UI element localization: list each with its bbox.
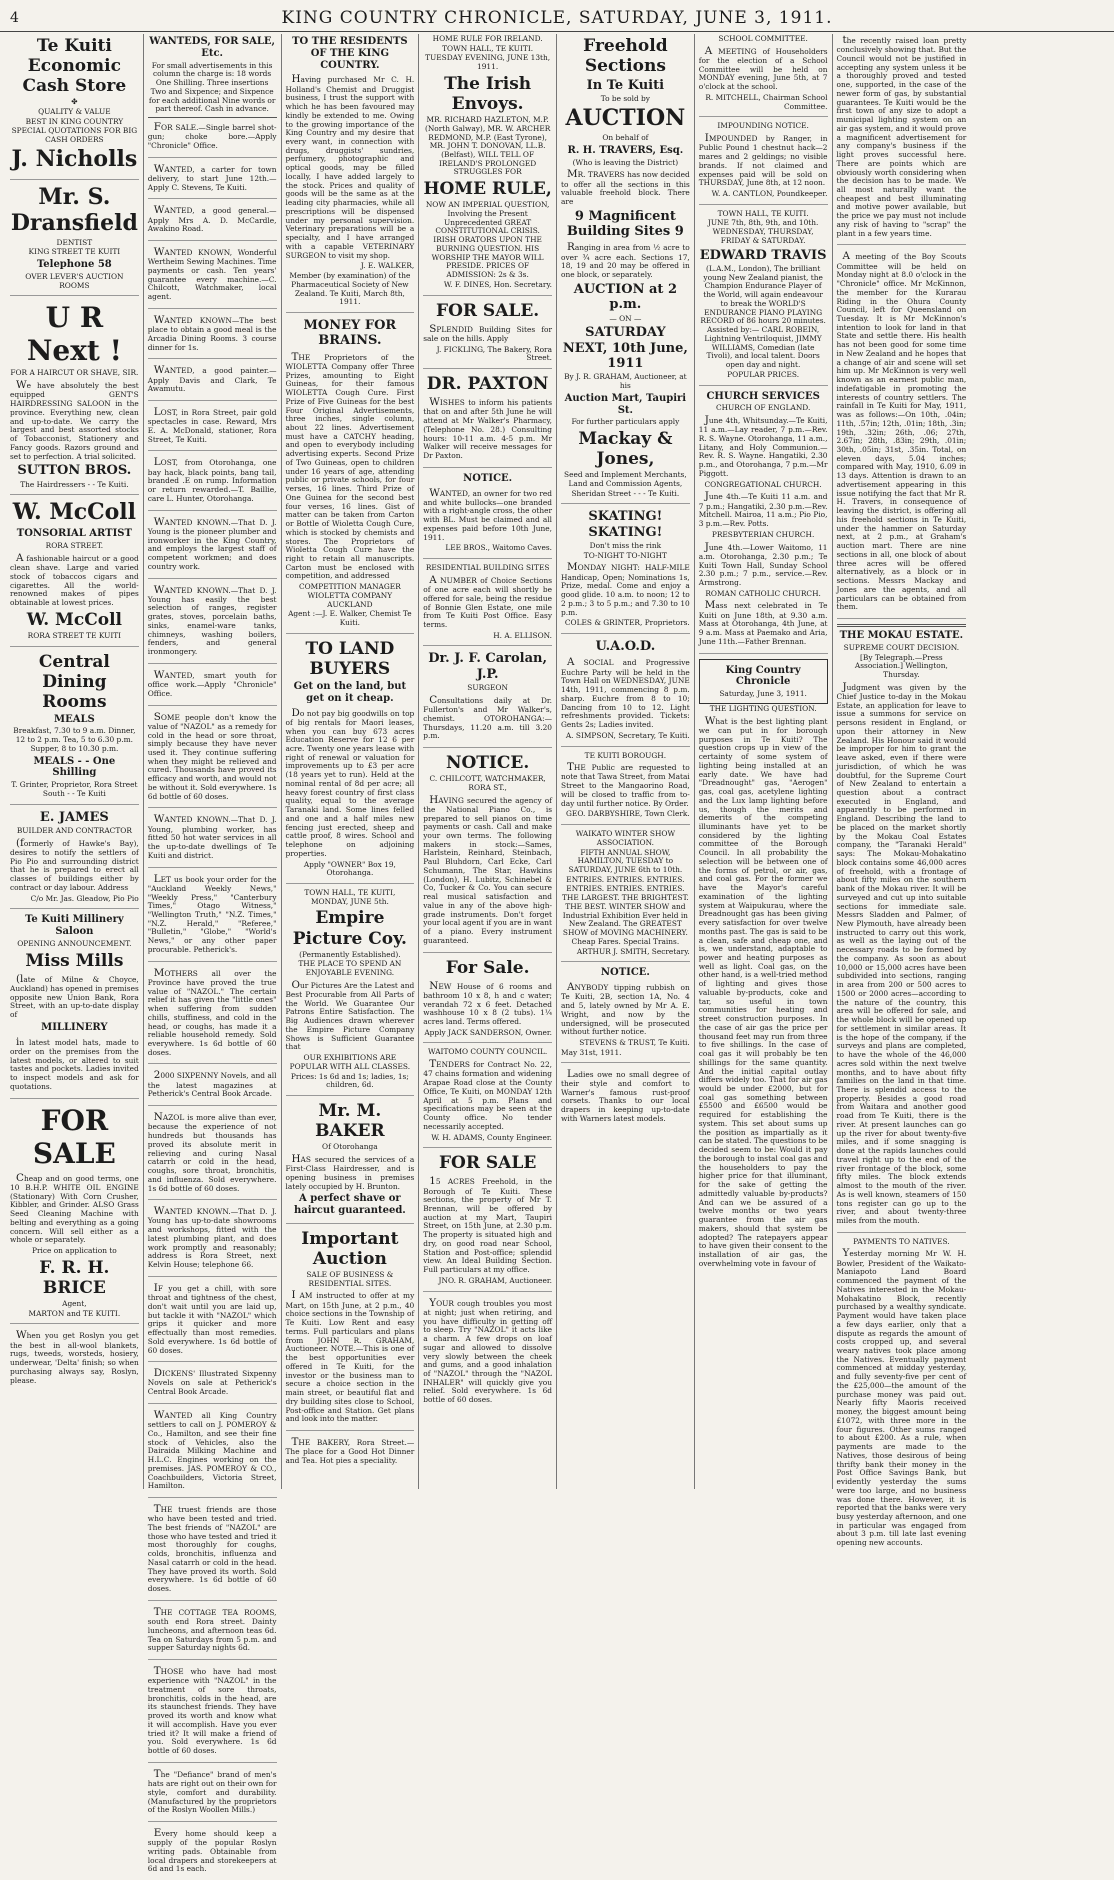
classified-ad <box>148 163 277 200</box>
masthead-title: KING COUNTRY CHRONICLE, SATURDAY, JUNE 3, 1911. <box>281 7 833 28</box>
classified-text: WANTED KNOWN.—That D. J. Young is the pioneer plumber and ironworker in the King Country, and employs the largest staff of competent workmen; and does country work. <box>147 515 277 571</box>
by: By J. R. GRAHAM, Auctioneer, at his <box>564 372 687 390</box>
speakers: MR. RICHARD HAZLETON, M.P. (North Galway), MR. W. ARCHER REDMOND, M.P. (East Tyrone), MR. JOHN T. DONOVAN, LL.B. (Belfast), WILL TELL OF IRELAND'S PROLONGED STRUGGLES FOR <box>424 115 551 177</box>
body: the recently raised loan pretty conclusively showing that. But the Council would not be justified in accepting any system unless it be a thoroughly proved and tested one, supported, in the case of the newer form of gas, by substantial guarantees. Te Kuiti would be the first town of any size to adopt a municipal lighting system on an air gas system, and it would prove a magnificent advertisement for any company's business if the light proves successful here. There are points which are obviously worth considering when the decision has to be made. We all most naturally want the cheapest and best illuminating and motive power available, but the price we pay must not include any risk of having to "scrap" the plant in a few years time. <box>836 34 967 238</box>
proprietor: Miss Mills <box>25 950 124 971</box>
ad-bakery <box>286 1436 415 1472</box>
presbyterian: PRESBYTERIAN CHURCH. <box>711 529 815 539</box>
ad-freehold-sections <box>561 36 690 504</box>
ad-land-buyers <box>286 639 415 884</box>
sub: FIFTH ANNUAL SHOW, HAMILTON, TUESDAY to SATURDAY, JUNE 6th to 10th. <box>568 847 683 875</box>
heading: MONEY FOR BRAINS. <box>303 317 397 349</box>
ad-sale-acres <box>423 1153 552 1291</box>
heading: Dr. J. F. Carolan, J.P. <box>428 651 548 682</box>
notice-bullocks <box>423 473 552 559</box>
classified-text: WANTED all King Country settlers to call on J. POMEROY & Co., Hamilton, and see their fine stock of Vehicles, also the Dairaida Milking Machine and H.L.C. Engines working on the premises. JAS. POMEROY & CO., Coachbuilders, Victoria Street, Hamilton. <box>147 1408 277 1491</box>
classified-ad <box>148 406 277 451</box>
classified-text: WANTED KNOWN—The best place to obtain a good meal is the Arcadia Dining Rooms. 3 course dinner for 1s. <box>147 313 277 352</box>
sub: (Permanently Established). <box>299 949 401 959</box>
firm: C. CHILCOTT, WATCHMAKER, RORA ST., <box>429 774 546 792</box>
sig: GEO. DARBYSHIRE, Town Clerk. <box>566 809 690 819</box>
cong-body: June 4th.—Te Kuiti 11 a.m. and 7 p.m.; Hangatiki, 2.30 p.m.—Rev. Mitchell. Mairoa, 11 a.m.; Pio Pio, 3 p.m.—Rev. Potts. <box>698 490 828 529</box>
dateline: [By Telegraph.—Press Association.] Wellington, Thursday. <box>854 652 948 679</box>
classified-text: WANTED, a good general.—Apply Mrs A. D. McCardle, Awakino Road. <box>147 204 277 234</box>
line: BEST IN KING COUNTRY <box>25 116 124 126</box>
paper-name: King Country Chronicle <box>725 664 801 688</box>
body: A MEETING of Householders for the election of a School Committee will be held on MONDAY evening, June 5th, at 7 o'clock at the school. <box>698 44 828 92</box>
classified-text: THE COTTAGE TEA ROOMS, south end Rora street. Dainty luncheons, and afternoon teas 6d. Tea on Saturdays from 5 p.m. and supper Saturday nights 6d. <box>147 1605 277 1653</box>
mackay-name: Mackay & Jones, <box>578 429 673 470</box>
sig: J. FICKLING, The Bakery, Rora Street. <box>436 344 552 363</box>
classified-text: 2000 SIXPENNY Novels, and all the latest magazines at Petherick's Central Book Arcade. <box>147 1069 277 1099</box>
classified-ad <box>148 1503 277 1601</box>
dentist-address: KING STREET TE KUITI <box>28 247 121 257</box>
classified-ad <box>148 1111 277 1200</box>
classified-text: WANTED, a carter for town delivery, to start June 12th.—Apply C. Stevens, Te Kuiti. <box>147 162 277 192</box>
venue: TOWN HALL, TE KUITI. <box>442 43 534 53</box>
address: C/o Mr. Jas. Gleadow, Pio Pio <box>30 893 139 903</box>
columns <box>6 34 1108 1874</box>
date: JUNE 7th, 8th, 9th, and 10th. WEDNESDAY, THURSDAY, FRIDAY & SATURDAY. <box>707 218 819 245</box>
ad-nazol <box>423 1297 552 1411</box>
heading: TO LAND BUYERS <box>305 638 395 679</box>
article-mokau <box>837 624 967 1233</box>
sub: Get on the land, but get on it cheap. <box>293 680 407 704</box>
body: A SOCIAL and Progressive Euchre Party will be held in the Town Hall on WEDNESDAY, JUNE 14th, 1911, commencing 8 p.m. sharp. Euchre from 8 to 10; Dancing from 10 to 12. Light refreshments provided. Tickets: Gents 2s; Ladies invited. <box>561 656 690 730</box>
classified-ad <box>148 1606 277 1660</box>
classified-text: LOST, from Otorohanga, one bay hack, black points, bang tail, branded .E on rump. Information or return rewarded.—T. Baillie, care L. Hunter, Otorohanga. <box>147 456 277 503</box>
price: MEALS - - One Shilling <box>33 755 116 779</box>
line2: OUR EXHIBITIONS ARE POPULAR WITH ALL CLASSES. <box>289 1053 411 1071</box>
classified-ad <box>148 516 277 579</box>
body: Judgment was given by the Chief Justice to-day in the Mokau Estate, an application for leave to issue a summons for service on persons resident in England, or upon their attorney in New Zealand. His Honour said it would be improper for him to grant the leave asked, even if there were jurisdiction, of which he was doubtful, for the Supreme Court of New Zealand to entertain a question about a contract executed in England, and apparently to be performed in England. Describing the land to be placed on the market shortly by the Mokau Coal Estates company, the "Taranaki Herald" says: The Mokau-Mohakatino block contains some 46,000 acres of freehold, with a frontage of about fifty miles on the southern bank of the Mokau river. It will be surveyed and cut up into suitable sections for immediate sale. Messrs Sladden and Palmer, of New Plymouth, have already been instructed to carry out this work, as well as the laying out of the necessary roads to be formed by the company. As soon as about 10,000 or 15,000 acres have been subdivided into sections, ranging in area from 200 or 500 acres to 1500 or 2000 acres—according to the nature of the country, this area will be offered for sale, and the whole block will be opened up for settlement in similar areas. It is the hope of the company, if the surveys and plans are completed, to have the whole of the 46,000 acres sold within the next twelve months, and to have about fifty families on the land in that time. There is splendid access to the property. Besides a good road from Waitara and another good road from Te Kuiti, there is the river. At present launches can go up the river for about twenty-five miles, and if some snagging is done at the rapids launches could travel right up to the end of the river frontage of the block, some fifty miles. The block extends almost to the mouth of the river. As is well known, steamers of 150 tons register can go up to the river, and about twenty-three miles from the mouth. <box>836 680 967 1225</box>
body: I AM instructed to offer at my Mart, on 15th June, at 2 p.m., 40 choice sections in the Township of Te Kuiti. Low Rent and easy terms. Full particulars and plans from JOHN R. GRAHAM, Auctioneer. NOTE.—This is one of the best opportunities ever offered in Te Kuiti, for the investor or the business man to secure a choice section in the main street, or beautiful flat and dry building sites close to School, Post-office and Station. Get plans and look into the matter. <box>285 1289 415 1424</box>
further: For further particulars apply <box>571 417 680 427</box>
title: SURGEON <box>467 683 508 693</box>
name: Empire Picture Coy. <box>292 908 407 949</box>
heading: NOTICE. <box>600 967 650 979</box>
classifieds-rates: For small advertisements in this column the charge is: 18 words One Shilling. Three insertions Two and Sixpence; and Sixpence for each additional Nine words or part thereof. Cash in advance. <box>148 60 276 114</box>
england-body: June 4th, Whitsunday.—Te Kuiti, 11 a.m.—Lay reader, 7 p.m.—Rev. R. S. Wayne. Otorohanga, 11 a.m., Litany, and Holy Communion.—Rev. R. S. Wayne. Hangatiki, 2.30 p.m., and Otorohanga, 7 p.m.—Mr Piggott. <box>698 414 828 478</box>
heading: TOWN HALL, TE KUITI, MONDAY, JUNE 5th. <box>304 888 396 906</box>
heading: MILLINERY <box>41 1021 108 1033</box>
ad-mccoll <box>10 500 139 646</box>
date: May 31st, 1911. <box>561 1047 622 1057</box>
heading: TOWN HALL, TE KUITI. <box>717 208 809 218</box>
notice-chilcott <box>423 753 552 952</box>
title: BUILDER AND CONTRACTOR <box>16 826 132 836</box>
sig: W. A. CANTLON, Poundkeeper. <box>711 188 828 198</box>
body: What is the best lighting plant we can put in for borough purposes in Te Kuiti? The question crops up in view of the certainty of some system of lighting being installed at an early date. We have had "Dreadnought" gas, "Aerogen" gas, coal gas, acetylene lighting and the Lux lamp lighting before us, though the merits and demerits of the competing illuminants have yet to be considered by the lighting committee of the Borough Council. In all probability the selection will be between one of the forms of petrol, or air, gas, and coal gas. For the former we have the Mayor's careful examination of the lighting system at Waipukurau, where the Dreadnought gas has been giving every satisfaction for over twelve months past. The gas is said to be a clean, safe and cheap one, and is, we understand, adaptable to power and heating purposes as well as light. Coal gas, on the other hand, is a well-tried method of lighting and gives those valuable by-products, coke and tar, so useful in town communities for heating and street construction purposes. In the case of air gas the price per thousand feet may run from three to five shillings. In the case of coal gas it will probably be ten shillings for the same quantity. And the initial capital outlay differs widely too. That for air gas would be under £2000, but for coal gas something between £5500 and £6500 would be required for establishing the system. This set about sums up the position as impartially as it can be stated. The questions to be decided seem to be: Would it pay the borough to instal coal gas and the householders to pay the higher price for that illuminant, for the sake of getting the admittedly valuable by-products? And can we be assured of a twelve months or two years guarantee from the air gas makers, should that system be adopted? The ratepayers appear to have given their consent to the installation of air gas, the overwhelming vote in favour of <box>698 714 828 1268</box>
agent-title: Agent, <box>62 1298 87 1308</box>
body: THE BAKERY, Rora Street.—The place for a Good Hot Dinner and Tea. Hot pies a speciality. <box>285 1435 415 1465</box>
body: Having purchased Mr C. H. Holland's Chemist and Druggist business, I trust the support with which he has been favoured may kindly be extended to me. Owing to the growing importance of the King Country and my desire that every want, in connection with drugs, druggists' sundries, perfumery, photographic and optical goods, may be filled locally, I have added largely to the stock. Prices and quality of goods will be the same as at the leading city pharmacies, while all prescriptions will be dispensed under my personal supervision. Veterinary preparations will be a specialty, and I have arranged with a capable VETERINARY SURGEON to visit my shop. <box>285 73 415 260</box>
sig: W. F. DINES, Hon. Secretary. <box>443 279 552 289</box>
ad-residential-sites <box>423 564 552 646</box>
apply: Price on application to <box>32 1246 117 1256</box>
meals: MEALS <box>54 713 95 725</box>
ad-for-sale-engine <box>10 1104 139 1325</box>
classified-ad <box>148 364 277 401</box>
notice-school <box>699 35 828 117</box>
body: WISHES to inform his patients that on and after 5th June he will attend at Mr Walker's Pharmacy, (Telephone No. 28.) Consulting hours: 10-11 a.m. 4-5 p.m. Mr Walker will receive messages for Dr Paxton. <box>423 396 552 460</box>
classified-ad <box>148 1282 277 1362</box>
body: (late of Milne & Choyce, Auckland) has opened in premises opposite new Union Bank, Rora Street, with an up-to-date display of <box>10 972 139 1020</box>
on: — ON — <box>609 313 642 323</box>
heading: For Sale. <box>445 957 530 978</box>
dentist-name: Mr. S. Dransfield <box>10 183 138 236</box>
sub: OPENING ANNOUNCEMENT. <box>17 939 132 948</box>
classified-text: Every home should keep a supply of the popular Roslyn writing pads. Obtainable from local drapers and storekeepers at 6d and 1s each. <box>147 1827 277 1874</box>
heading: NOTICE. <box>445 753 530 774</box>
paper-date: Saturday, June 3, 1911. <box>719 689 807 699</box>
heading: TO THE RESIDENTS OF THE KING COUNTRY. <box>292 36 408 71</box>
body: NOW AN IMPERIAL QUESTION, Involving the Present Unprecedented GREAT CONSTITUTIONAL CRISIS. IRISH ORATORS UPON THE BURNING QUESTION. HIS WORSHIP THE MAYOR WILL PRESIDE. PRICES OF ADMISSION: 2s & 3s. <box>425 200 550 280</box>
classified-ad <box>148 1665 277 1763</box>
sig: JNO. R. GRAHAM, Auctioneer. <box>438 1275 552 1285</box>
sig: ARTHUR J. SMITH, Secretary. <box>576 946 690 956</box>
name: Te Kuiti Millinery Saloon <box>25 914 124 938</box>
heading: TE KUITI BOROUGH. <box>584 750 667 760</box>
heading: NOTICE. <box>463 472 513 484</box>
date: TUESDAY EVENING, JUNE 13th, 1911. <box>425 53 551 72</box>
body: Consultations daily at Dr. Fullerton's and Mr Walker's, chemist. OTOROHANGA:—Thursdays, 11.20 a.m. till 3.20 p.m. <box>423 693 552 741</box>
page-number: 4 <box>10 9 19 26</box>
column-2 <box>144 34 282 1874</box>
sig-name: W. McColl <box>26 609 122 630</box>
classified-ad <box>148 711 277 809</box>
column-7 <box>833 34 971 1548</box>
ad-sale-sites <box>423 301 552 369</box>
classified-text: SOME people don't know the value of "NAZOL" as a remedy for cold in the head or sore throat, simply because they have never used it. They continue suffering when they might be relieved and cured. Thousands have proved its efficacy and worth, and would not be without it. Sold everywhere. 1s 6d bottle of 60 doses. <box>147 710 277 801</box>
classified-text: MOTHERS all over the Province have proved the true value of "NAZOL." The certain relief it has given the "little ones" when suffering from sudden chills, stuffiness, and cold in the head, or coughs, has made it a reliable household remedy. Sold everywhere. 1s 6d bottle of 60 doses. <box>147 966 277 1057</box>
body2: Ranging in area from ½ acre to over ¾ acre each. Sections 17, 18, 19 and 20 may be offered in one block, or separately. <box>561 241 690 280</box>
name: The Irish Envoys. <box>444 73 532 114</box>
dentist-phone: Telephone 58 <box>36 259 112 271</box>
sig: Apply JACK SANDERSON, Owner. <box>424 1027 552 1037</box>
ad-money-brains <box>286 318 415 634</box>
body: TENDERS for Contract No. 22, 47 chains formation and widening Arapae Road close at the County Office, Te Kuiti, on MONDAY 12th April at 5 p.m. Plans and specifications may be seen at the County office. No tender necessarily accepted. <box>423 1058 552 1131</box>
classified-ad <box>148 314 277 359</box>
ad-economic-store <box>10 36 139 180</box>
store-name: Te Kuiti Economic Cash Store <box>22 36 127 97</box>
firm: SUTTON BROS. <box>17 463 132 479</box>
classified-text: WANTED KNOWN.—That D. J. Young has up-to-date showrooms and workshops, fitted with the latest plumbing plant, and does work promptly and reasonably; address is Rora Street, next Kelvin House; telephone 66. <box>147 1205 277 1270</box>
classified-text: THE truest friends are those who have been tested and tried. The best friends of "NAZOL" are those who have tested and tried it most thoroughly for coughs, colds, bronchitis, influenza and Nasal catarrh or cold in the head. They have proved its worth. Sold everywhere. 1s 6d bottle of 60 doses. <box>147 1503 277 1594</box>
address: COMPETITION MANAGER WIOLETTA COMPANY AUCKLAND <box>298 582 401 609</box>
heading: CHURCH SERVICES <box>706 390 820 402</box>
heading: FOR SALE <box>438 1153 537 1174</box>
mackay-line: Seed and Implement Merchants, Land and Commission Agents, <box>564 470 687 488</box>
body: A fashionable haircut or a good clean shave. Large and varied stock of tobaccos cigars and cigarettes. All the world-renowned makes of pipes obtainable at lowest prices. <box>10 551 139 607</box>
proprietor: T. Grinter, Proprietor, Rora Street South - - Te Kuiti <box>11 780 138 798</box>
body: A NUMBER of Choice Sections of one acre each will shortly be offered for sale, being the residue of Bonnie Glen Estate, one mile from Te Kuiti Post Office. Easy terms. <box>423 573 552 630</box>
heading: U.A.O.D. <box>595 639 656 655</box>
heading: Important Auction <box>301 1228 399 1269</box>
times: Breakfast, 7.30 to 9 a.m. Dinner, 12 to 2 p.m. Tea, 5 to 6.30 p.m. Supper, 8 to 10.30 p.m. <box>13 726 136 753</box>
ad-sale-house <box>423 958 552 1044</box>
body: THE Proprietors of the WIOLETTA Company offer Three Prizes, amounting to Eight Guineas, for their famous WIOLETTA Cough Cure. First Prize of Five Guineas for the best Four Original Advertisements, three inches, single column, about 22 lines. Advertisement must have a CATCHY heading, and open to everybody including advertising experts. Second Prize of Two Guineas, open to children under 16 years of age, attending public or private schools, for four verses, 16 lines. Third Prize of One Guinea for the second best four verses, 16 lines. Gist of matter can be taken from Carton or Bottle of Wioletta Cough Cure, which is stocked by chemists and stores. The Proprietors of Wioletta Cough Cure have the right to retain all manuscripts. Carton must be enclosed with competition, and addressed <box>285 350 415 581</box>
classified-ad <box>148 873 277 962</box>
mart: Auction Mart, Taupiri St. <box>564 392 687 416</box>
heading: DR. PAXTON <box>426 374 549 395</box>
ad-baker <box>286 1101 415 1224</box>
england: CHURCH OF ENGLAND. <box>715 403 811 413</box>
editorial-masthead <box>699 659 828 704</box>
classified-ad <box>148 1827 277 1880</box>
credentials: Member (by examination) of the Pharmaceutical Society of New Zealand. Te Kuiti, March 8th, 1911. <box>289 271 411 307</box>
ad-skating <box>561 509 690 634</box>
body: Our Pictures Are the Latest and Best Procurable from All Parts of the World. We Guarantee Our Patrons Entire Satisfaction. The Big Audiences drawn wherever the Empire Picture Company Shows is Sufficient Guarantee that <box>285 978 415 1052</box>
sig: COLES & GRINTER, Proprietors. <box>564 618 690 628</box>
body: A meeting of the Boy Scouts Committee will be held on Monday night at 8.0 o'clock in the "Chronicle" office. Mr McKinnon, the member for the Kurarau Riding in the Ohura County Council, left for Queensland on Tuesday. It is Mr McKinnon's intention to look for land in that State and settle there. His health has not been good for some time in New Zealand and he hopes that a change of air and scene will set him up. Mr McKinnon is very well known as an earnest public man, indefatigable in promoting the interests of country settlers. The rainfall in Te Kuiti for May, 1911, was as follows:—On 10th, .04in; 11th, .57in; 12th, .01in; 18th, .3in; 19th, .32in; 26th, .06; 27th, 2.67in; 28th, .83in; 29th, .01in; 30th, .05in; 31st, .35in. Total, on eleven days, 5.04 inches; compared with May, 1910, 6.09 in 13 days. Attention is drawn to an advertisement appearing in this issue notifying the fact that Mr R. H. Travers, in consequence of leaving the district, is offering all his freehold sections in Te Kuiti, under the hammer on Saturday next, at 2 p.m., at Graham's auction mart. There are nine sections in all, one block of about three acres will be offered alternatively, as a block or in sections. Messrs Mackay and Jones are the agents, and all particulars can be obtained from them. <box>836 250 967 612</box>
heading: WAITOMO COUNTY COUNCIL. <box>427 1047 548 1057</box>
body: (L.A.M., London), The brilliant young New Zealand pianist, the Champion Endurance Player of the World, will again endeavour to break the WORLD'S ENDURANCE PIANO PLAYING RECORD of 86 hours 20 minutes. Assisted by:— CARL ROBEIN, Lightning Ventriloquist, JIMMY WILLIAMS, Comedian (late Tivoli), and local talent. Doors open day and night. <box>700 263 826 370</box>
ad-empire-pictures <box>286 889 415 1096</box>
place: In Te Kuiti <box>586 78 665 94</box>
line: QUALITY & VALUE <box>38 106 111 116</box>
ad-james <box>10 810 139 910</box>
sub: To be sold by <box>600 94 650 104</box>
ad-important-auction <box>286 1229 415 1431</box>
body: Yesterday morning Mr W. H. Bowler, President of the Waikato-Maniapoto Land Board commenced the payment of the Natives interested in the Mokau-Mohakatino Block, recently purchased by a wealthy syndicate. Payment would have taken place a few days earlier, only that a dispute as regards the amount of costs cropped up, and several weary natives took place among the Natives. Eventually payment commenced at midday yesterday, and fully seventy-five per cent of the £25,000—the amount of the purchase money was paid out. Nearly fifty Maoris received money, the biggest amount being £1072, with three more in the four figures. Other sums ranged to about £200. As a rule, when payments are made to the Natives, those desirous of being thrifty bank their money in the Post Office Savings Bank, but evidently yesterday the sums were too large, and no business was done there. However, it is reported that the banks were very busy yesterday afternoon, and one in particular was engaged from about 3 p.m. till late last evening opening new accounts. <box>836 1247 967 1548</box>
classified-ad <box>148 204 277 241</box>
body: THE Public are requested to note that Tawa Street, from Matai Street to the Mangaorino Road, will be closed to traffic from to-day until further notice. By Order. <box>561 761 690 808</box>
body: HAS secured the services of a First-Class Hairdresser, and is opening business in premises lately occupied by H. Brunton. <box>285 1152 415 1191</box>
body: Ladies owe no small degree of their style and comfort to Warner's famous rust-proof corsets. Thanks to our local drapers in keeping up-to-date with Warners latest models. <box>561 1067 690 1123</box>
column-5 <box>557 34 695 1489</box>
tag: A perfect shave or haircut guaranteed. <box>293 1193 406 1217</box>
classified-ad <box>148 1367 277 1404</box>
dentist-title: DENTIST <box>56 237 93 247</box>
body: When you get Roslyn you get the best in all-wool blankets, rugs, tweeds, worsteds, hosiery, underwear, 'Delta' finish; so when purchasing always say, Roslyn, please. <box>10 1329 139 1385</box>
headline: FOR SALE <box>32 1103 116 1170</box>
body: NEW House of 6 rooms and bathroom 10 x 8, h and c water; verandah 72 x 6 feet. Detached washhouse 10 x 8 (2 tubs). 1¼ acres land. Terms offered. <box>423 979 552 1026</box>
sites: 9 Magnificent Building Sites 9 <box>566 208 684 240</box>
tag: The Hairdressers - - Te Kuiti. <box>20 479 129 489</box>
column-1 <box>6 34 144 1489</box>
classified-text: NAZOL is more alive than ever, because the experience of not hundreds but thousands has proved its absolute merit in relieving and curing Nasal catarrh or cold in the head, coughs, sore throat, bronchitis, and influenza. Sold everywhere. 1s 6d bottle of 60 doses. <box>147 1111 277 1193</box>
ad-uaod <box>561 639 690 746</box>
heading: FOR SALE. <box>436 300 540 321</box>
editorial-lighting <box>699 705 828 1274</box>
notice-rubbish <box>561 967 690 1062</box>
sig: LEE BROS., Waitomo Caves. <box>445 543 552 553</box>
classified-text: WANTED KNOWN, Wonderful Wertheim Sewing Machines. Time payments or cash. Ten years' guarantee every machine.—C. Chilcott, Watchmaker, local agent. <box>147 246 277 302</box>
heading: PAYMENTS TO NATIVES. <box>853 1236 950 1246</box>
body: Do not pay big goodwills on top of big rentals for Maori leases, when you can buy 673 acres Education Reserve for 12 6 per acre. Twenty one years lease with right of renewal or valuation for improvements up to £3 per acre (18 years yet to run). Held at the nominal rental of 8d per acre; all heavy forest country of first class quality, equal to the average Taranaki land. Some lines felled and one and a half miles new fencing just erected, sheep and cattle proof, 8 wires. School and telephone on adjoining properties. <box>285 706 415 858</box>
date: SATURDAY NEXT, 10th June, 1911 <box>562 325 688 371</box>
pres-body: June 4th.—Lower Waitomo, 11 a.m. Otorohanga, 2.30 p.m.; Te Kuiti Town Hall, Sunday School 2.30 p.m.; 7 p.m., service.—Rev. Armstrong. <box>698 540 828 587</box>
body: 15 ACRES Freehold, in the Borough of Te Kuiti. These sections, the property of Mr T. Brennan, will be offered by auction at my Mart, Taupiri Street, on 15th June, at 2.30 p.m. The property is situated high and dry, on good road near School, Station and Post-office; splendid view. An Ideal Building Section. Full particulars at my office. <box>423 1175 552 1275</box>
local-news <box>837 250 967 619</box>
masthead <box>0 4 1114 32</box>
classified-ad <box>148 1409 277 1498</box>
classified-ad <box>148 967 277 1065</box>
sig: A. SIMPSON, Secretary, Te Kuiti. <box>565 730 690 740</box>
place: Of Otorohanga <box>322 1142 378 1152</box>
agent: F. R. H. BRICE <box>39 1257 110 1298</box>
name: EDWARD TRAVIS <box>699 247 827 263</box>
cath-body: Mass next celebrated in Te Kuiti on June 18th, at 9.30 a.m. Mass at Otorohanga, 4th June, at 9 a.m. Mass at Paemako and Aria, June 11th.—Father Brennan. <box>698 599 828 646</box>
heading: HOME RULE FOR IRELAND. <box>432 34 543 43</box>
editorial-lighting-cont <box>837 34 967 245</box>
sig-address: RORA STREET TE KUITI <box>27 630 122 640</box>
classified-text: DICKENS' Illustrated Sixpenny Novels on sale at Petherick's Central Book Arcade. <box>147 1367 277 1397</box>
body: WANTED, an owner for two red and white bullocks—one branded with a right-angle cross, the other with BL. Must be claimed and all expenses paid before 10th June, 1911. <box>423 486 552 542</box>
name: E. JAMES <box>39 809 109 825</box>
sig: H. A. ELLISON. <box>493 630 552 640</box>
heading: SCHOOL COMMITTEE. <box>718 34 808 43</box>
note: (Who is leaving the District) <box>572 157 679 167</box>
entries: ENTRIES. ENTRIES. ENTRIES. ENTRIES. ENTRIES. ENTRIES. <box>566 874 685 893</box>
notice-borough <box>561 752 690 826</box>
ad-home-rule <box>423 35 552 296</box>
notice-residents <box>286 36 415 313</box>
ad-dentist <box>10 185 139 297</box>
ad-travis <box>699 210 828 386</box>
prices: POPULAR PRICES. <box>727 369 800 379</box>
body: Cheap and on good terms, one 10 B.H.P. WHITE OIL ENGINE (Stationary) With Corn Crusher, Kibbler, and Grinder. ALSO Grass Seed Cleaning Machine with belting and everything as a going concern. Will sell either as a whole or separately. <box>10 1171 139 1245</box>
classifieds-heading: WANTEDS, FOR SALE, Etc. <box>149 36 276 59</box>
classified-ad <box>148 1768 277 1822</box>
column-4 <box>419 34 557 1489</box>
ad-roslyn <box>10 1329 139 1391</box>
line: SPECIAL QUOTATIONS FOR BIG CASH ORDERS <box>11 126 138 145</box>
classified-ad <box>148 813 277 867</box>
body: (formerly of Hawke's Bay), desires to notify the settlers of Pio Pio and surrounding district that he is prepared to erect all classes of buildings either by contract or day labour. Address <box>10 836 139 892</box>
body: THE LARGEST. THE BRIGHTEST. THE BEST. WINTER SHOW and Industrial Exhibition Ever held in New Zealand. The GREATEST SHOW of MOVING MACHINERY. Cheap Fares. Special Trains. <box>561 893 689 946</box>
classified-ad <box>148 1069 277 1106</box>
classified-ad <box>148 246 277 309</box>
heading: THE MOKAU ESTATE. <box>839 629 964 641</box>
body: ANYBODY tipping rubbish on Te Kuiti, 2B, section 1A, No. 4 and 5, lately owned by Mr A. E. Wright, and now by the undersigned, will be prosecuted without further notice. <box>561 981 690 1037</box>
ad-dining <box>10 652 139 805</box>
mackay-address: Sheridan Street - - - Te Kuiti. <box>571 488 680 498</box>
classified-text: WANTED KNOWN.—That D. J. Young, plumbing worker, has fitted 50 hot water services in all the up-to-date dwellings of Te Kuiti and district. <box>147 813 277 860</box>
classified-text: WANTED, a good painter.—Apply Davis and Clark, Te Awamutu. <box>147 364 277 394</box>
heading: THE LIGHTING QUESTION. <box>709 703 817 713</box>
sub: SALE OF BUSINESS & RESIDENTIAL SITES. <box>306 1270 394 1288</box>
body: MONDAY NIGHT: HALF-MILE Handicap, Open; Nominations 1s, Prize, medal. Come and enjoy a good glide. 10 a.m. to noon; 12 to 2 p.m.; 3 to 5 p.m.; and 7.30 to 10 p.m. <box>561 561 690 617</box>
column-3 <box>282 34 420 1489</box>
body2: in latest model hats, made to order on the premises from the latest models, or altered to suit tastes and pockets. Ladies invited to inspect models and ask for quotations. <box>10 1035 139 1091</box>
agent-place: MARTON and TE KUITI. <box>28 1308 121 1318</box>
classified-ad <box>148 584 277 664</box>
name: Mr. M. BAKER <box>315 1101 385 1142</box>
classified-text: The "Defiance" brand of men's hats are right out on their own for style, comfort and durability. (Manufactured by the proprietors of the Roslyn Woollen Mills.) <box>147 1767 277 1815</box>
classifieds-list <box>148 121 277 1880</box>
classified-ad <box>148 456 277 510</box>
owner: J. Nicholls <box>11 145 138 172</box>
sig: STEVENS & TRUST, Te Kuiti. <box>579 1038 690 1048</box>
heading: Freehold Sections <box>583 36 668 77</box>
classified-text: IF you get a chill, with sore throat and tightness of the chest, don't wait until you are laid up, but tackle it with "NAZOL" which grips it quicker and more effectually than most remedies. Sold everywhere. 1s 6d bottle of 60 doses. <box>147 1281 277 1355</box>
tonight: TO-NIGHT TO-NIGHT <box>583 550 667 560</box>
auction: AUCTION <box>565 105 686 132</box>
signature: J. E. WALKER, <box>360 261 415 271</box>
behalf: On behalf of <box>602 133 649 143</box>
time: AUCTION at 2 p.m. <box>573 281 677 313</box>
classified-text: WANTED, smart youth for office work.—Apply "Chronicle" Office. <box>147 668 277 698</box>
heading: IMPOUNDING NOTICE. <box>717 121 809 131</box>
notice-impounding <box>699 122 828 204</box>
body: IMPOUNDED by Ranger, in Public Pound 1 chestnut hack—2 mares and 2 geldings; no visible brands. If not claimed and expenses paid will be sold on THURSDAY, June 8th, at 12 noon. <box>698 132 828 188</box>
ornament-icon: ✤ <box>71 97 78 107</box>
ad-paxton <box>423 374 552 468</box>
body: MR. TRAVERS has now decided to offer all the sections in this valuable freehold block. There are <box>561 168 690 207</box>
name: Central Dining Rooms <box>38 651 110 712</box>
ad-millinery <box>10 914 139 1098</box>
ad-warner <box>561 1068 690 1130</box>
classified-text: WANTED KNOWN.—That D. J. Young has easily the best selection of ranges, register grates, stoves, porcelain baths, sinks, enamel-ware tanks, chimneys, washing boilers, fenders, and general ironmongery. <box>147 583 277 657</box>
body: YOUR cough troubles you most at night; just when retiring, and you have difficulty in getting off to sleep. Try "NAZOL" it acts like a charm. A few drops on loaf sugar and allowed to dissolve very slowly between the cheek and gums, and a good inhalation of "NAZOL" through the "NAZOL INHALER" will quickly give you relief. Sold everywhere. 1s 6d bottle of 60 doses. <box>423 1296 552 1405</box>
ad-carolan <box>423 651 552 748</box>
prices: Prices: 1s 6d and 1s; ladies, 1s; children, 6d. <box>290 1071 409 1090</box>
notice-waitomo <box>423 1048 552 1148</box>
sig: R. MITCHELL, Chairman School Committee. <box>705 92 828 111</box>
title: TONSORIAL ARTIST <box>16 528 132 540</box>
classified-ad <box>148 669 277 706</box>
heading: RESIDENTIAL BUILDING SITES <box>425 563 550 573</box>
congregational: CONGREGATIONAL CHURCH. <box>704 479 822 489</box>
classified-text: THOSE who have had most experience with "NAZOL" in the treatment of sore throats, bronchitis, colds in the head, are its staunchest friends. They have proved its worth and know what it will accomplish. Have you ever tried it? It will make a friend of you. Sold everywhere. 1s 6d bottle of 60 doses. <box>147 1665 277 1756</box>
church-services <box>699 391 828 654</box>
sub: SUPREME COURT DECISION. <box>843 642 960 652</box>
article-payments <box>837 1238 967 1554</box>
name: R. H. TRAVERS, Esq. <box>567 144 684 156</box>
headline: U R Next ! <box>26 301 122 368</box>
apply: Apply "OWNER" Box 19, Otorohanga. <box>303 859 396 878</box>
heading: WAIKATO WINTER SHOW ASSOCIATION. <box>575 829 676 847</box>
ad-sutton <box>10 301 139 495</box>
street: RORA STREET. <box>45 541 104 551</box>
column-6 <box>695 34 833 1489</box>
classified-ad <box>148 121 277 158</box>
agent: Agent :—J. E. Walker, Chemist Te Kuiti. <box>288 609 412 628</box>
body: We have absolutely the best equipped GENT'S HAIRDRESSING SALOON in the province. Everything new, clean and up-to-date. We carry the largest and best assorted stocks of Tobacconist, Stationery and Fancy goods. Razors ground and set to perfection. A trial solicited. <box>10 379 139 461</box>
classified-ad <box>148 1205 277 1277</box>
body: SPLENDID Building Sites for sale on the hills. Apply <box>423 322 552 343</box>
body: HAVING secured the agency of the National Piano Co., is prepared to sell pianos on time payments or cash. Call and make your own terms. The following makers in stock:—Sames, Harlstein, Reinhard, Steinbach, Paul Bluhdorn, Carl Ecke, Carl Schumann, The Star, Hawkins (London), H. Lubitz, Schinebel & Co, Tucker & Co. You can secure real musical satisfaction and value in any of the above high-grade instruments. Don't forget your local agent if you are in want of a piano. Every instrument guaranteed. <box>423 793 552 945</box>
ad-winter-show <box>561 830 690 962</box>
subhead: FOR A HAIRCUT OR SHAVE, SIR. <box>10 368 139 378</box>
sig: W. H. ADAMS, County Engineer. <box>431 1132 552 1142</box>
heading: SKATING! SKATING! <box>588 509 663 540</box>
classified-text: FOR SALE.—Single barrel shot-gun; choke bore.—Apply "Chronicle" Office. <box>147 121 277 150</box>
name: W. McColl <box>12 499 136 526</box>
sub: Don't miss the rink <box>589 541 662 550</box>
classified-text: LOST, in Rora Street, pair gold spectacles in case. Reward, Mrs E. A. McDonald, stationer, Rora Street, Te Kuiti. <box>147 406 277 444</box>
catholic: ROMAN CATHOLIC CHURCH. <box>705 588 821 598</box>
line1: THE PLACE TO SPEND AN ENJOYABLE EVENING. <box>298 959 402 978</box>
dentist-note: OVER LEVER'S AUCTION ROOMS <box>25 271 124 290</box>
classified-text: LET us book your order for the "Auckland Weekly News," "Weekly Press," "Canterbury Times," Otago Witness," "Wellington Truth," "N.Z. Times," "N.Z. Herald," "Referee," "Bulletin," "Globe," "World's News," or any other paper procurable. Petherick's. <box>147 872 277 954</box>
big: HOME RULE, <box>423 179 552 200</box>
